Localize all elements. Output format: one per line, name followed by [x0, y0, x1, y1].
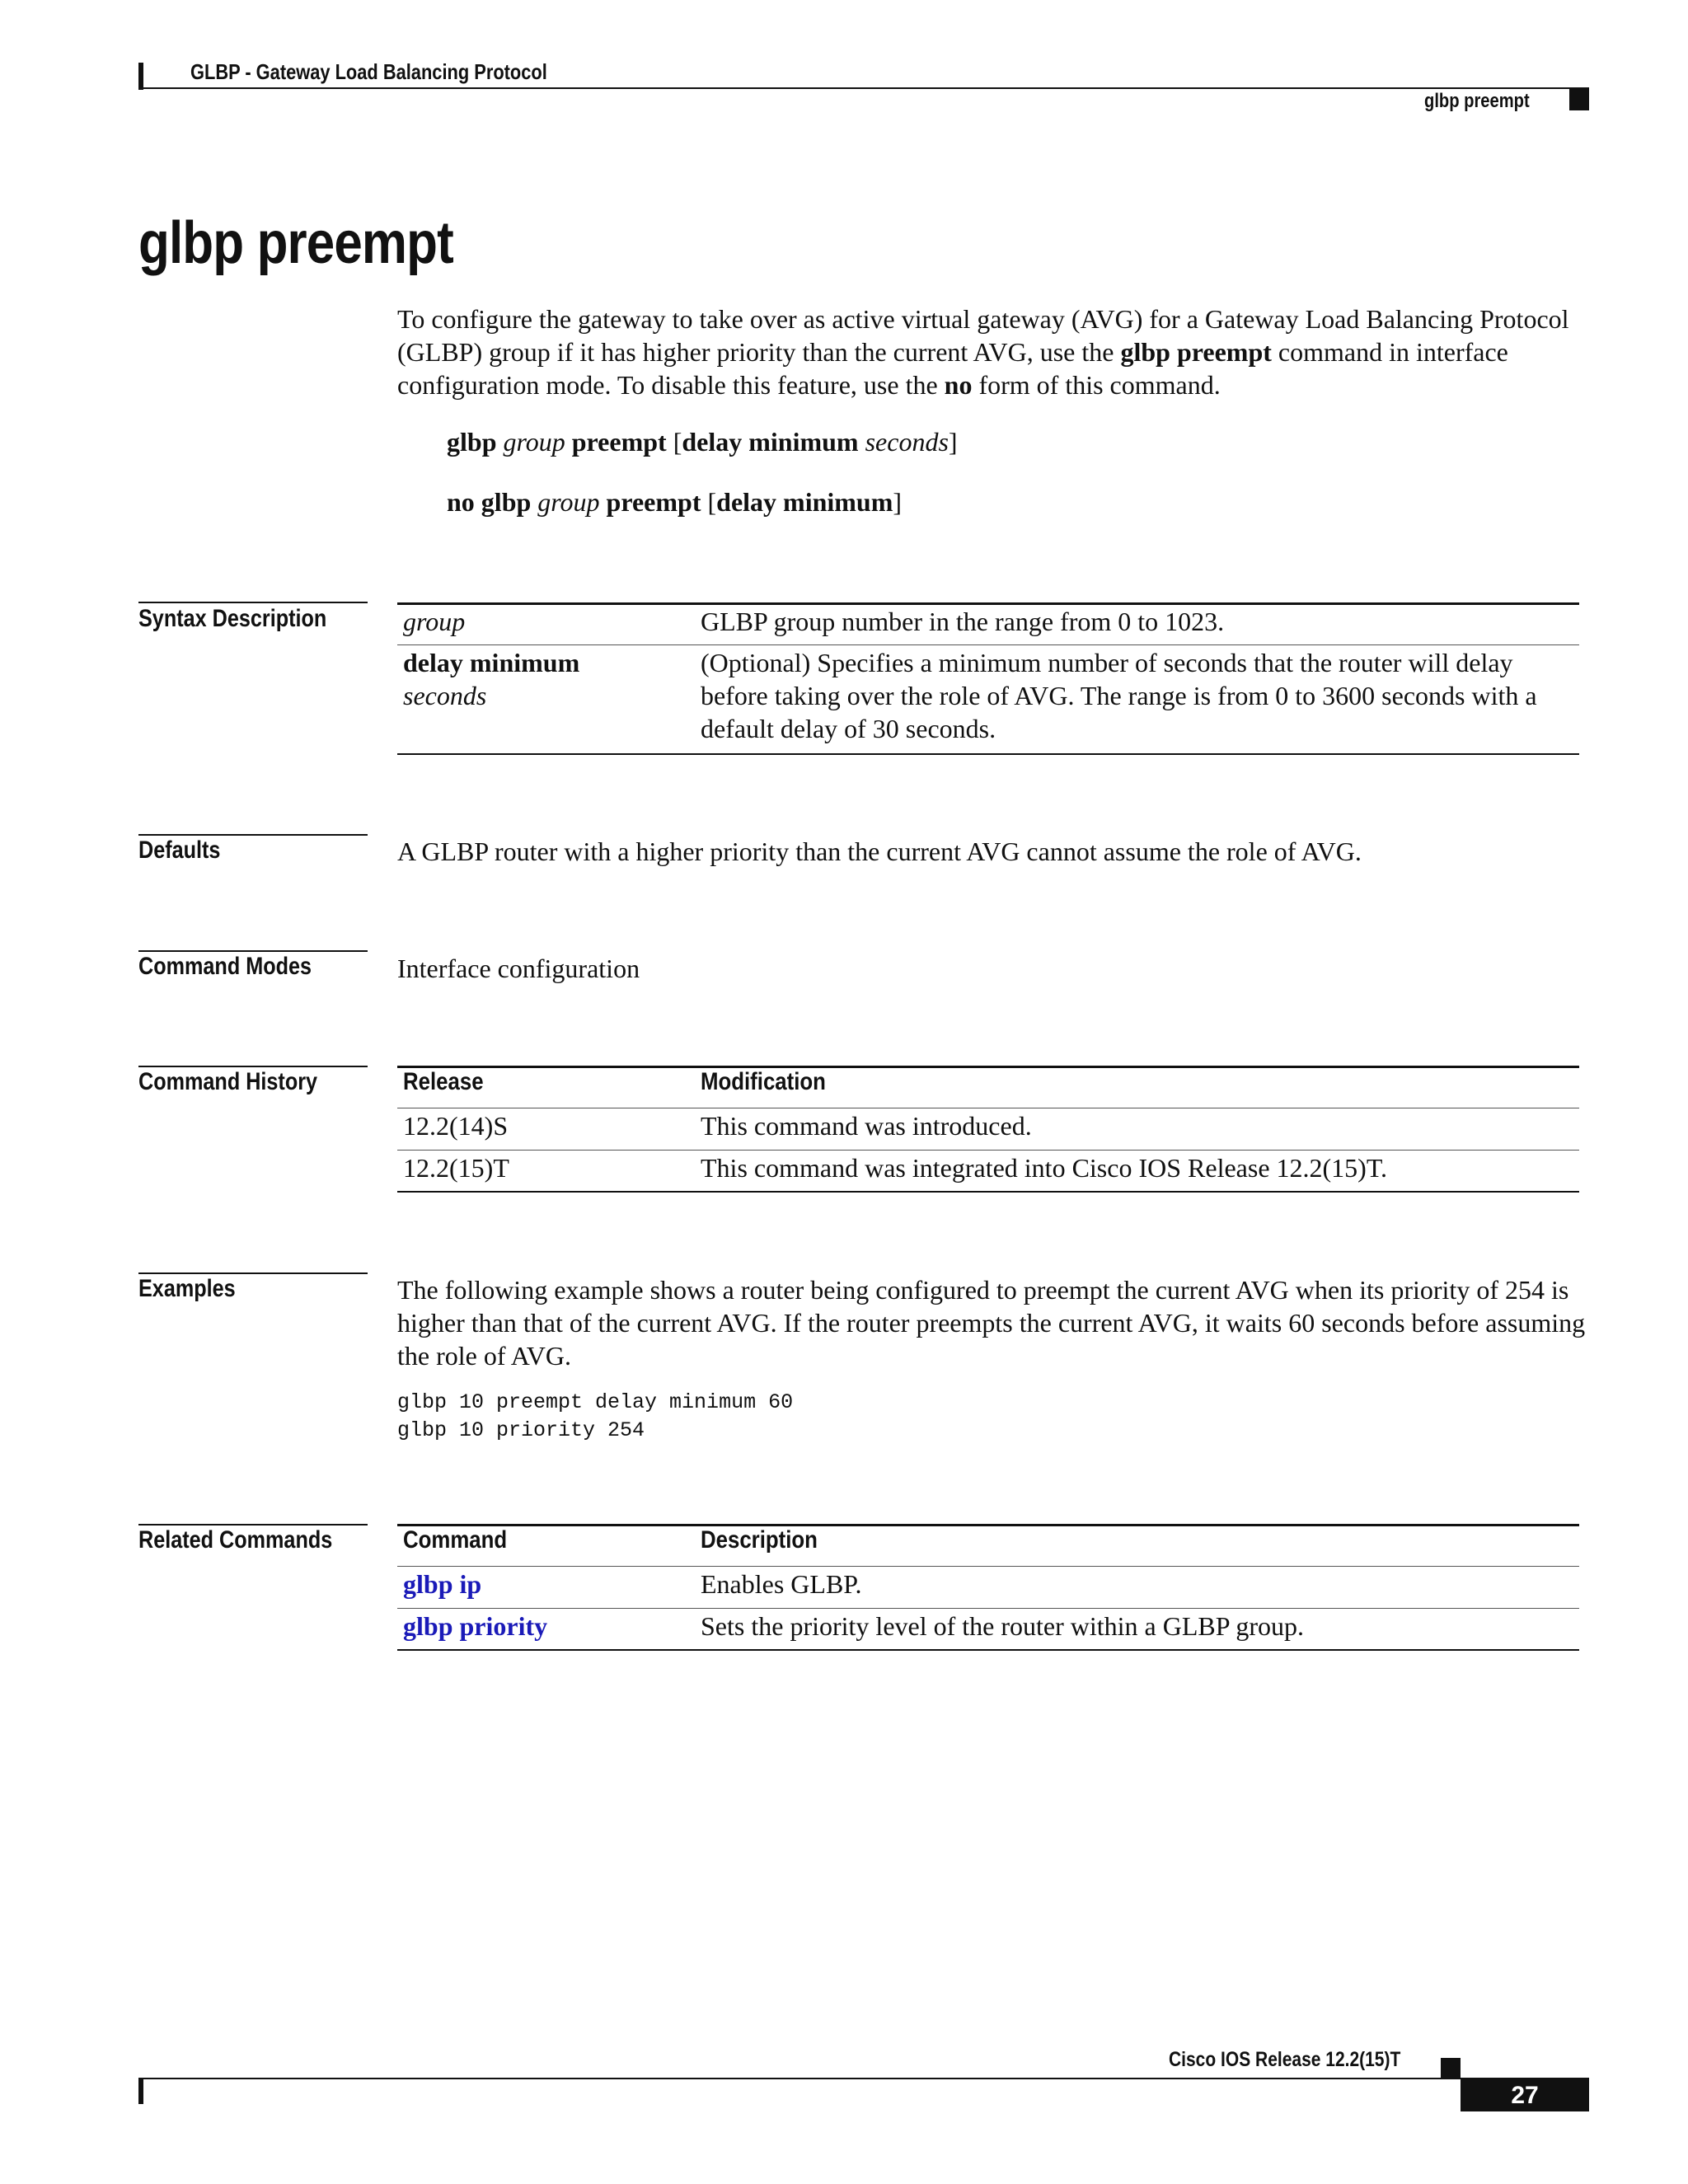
- syntax-desc-delay-minimum: (Optional) Specifies a minimum number of seconds that the router will delay before taking over the role of AVG. The range is from 0 to 3600 seconds with a default delay of 30 seconds.: [701, 648, 1537, 743]
- intro-paragraph: To configure the gateway to take over as active virtual gateway (AVG) for a Gateway Load Balancing Protocol (GLBP) group if it has higher priority than the current AVG, use the glbp preempt command in interface configuration mode. To disable this feature, use the no form of this command.: [397, 304, 1569, 400]
- command-modes-text: Interface configuration: [397, 954, 640, 983]
- page-number: 27: [1461, 2079, 1589, 2111]
- section-rule: [138, 950, 368, 952]
- section-label-command-history: Command History: [138, 1068, 318, 1095]
- history-header-release: Release: [403, 1068, 484, 1095]
- header-rule: [138, 87, 1589, 89]
- table-bottom-rule: [397, 1649, 1579, 1651]
- footer-square-marker: [1441, 2058, 1461, 2079]
- running-header-book-title: GLBP - Gateway Load Balancing Protocol: [190, 59, 547, 84]
- table-row-rule: [397, 1566, 1579, 1567]
- section-rule: [138, 1524, 368, 1526]
- table-row-rule: [397, 1608, 1579, 1609]
- footer-tick-mark: [138, 2079, 143, 2104]
- example-code-line: glbp 10 preempt delay minimum 60: [397, 1390, 794, 1414]
- history-modification-cell: This command was integrated into Cisco IOS Release 12.2(15)T.: [701, 1153, 1387, 1183]
- related-command-description: Enables GLBP.: [701, 1569, 862, 1599]
- related-command-link-glbp-ip[interactable]: glbp ip: [403, 1569, 482, 1599]
- footer-release: Cisco IOS Release 12.2(15)T: [1169, 2048, 1401, 2071]
- related-header-command: Command: [403, 1526, 508, 1554]
- history-release-cell: 12.2(15)T: [403, 1153, 509, 1183]
- command-syntax-line: glbp group preempt [delay minimum seconds]: [447, 427, 958, 457]
- page-title: glbp preempt: [138, 210, 453, 276]
- section-rule: [138, 1272, 368, 1274]
- history-header-modification: Modification: [701, 1068, 826, 1095]
- header-square-marker: [1569, 88, 1589, 110]
- table-bottom-rule: [397, 753, 1579, 755]
- section-rule: [138, 602, 368, 603]
- section-label-defaults: Defaults: [138, 837, 221, 864]
- section-label-syntax-description: Syntax Description: [138, 605, 327, 632]
- no-command-syntax-line: no glbp group preempt [delay minimum]: [447, 487, 903, 517]
- history-release-cell: 12.2(14)S: [403, 1111, 509, 1141]
- table-row-rule: [397, 1150, 1579, 1151]
- section-label-command-modes: Command Modes: [138, 953, 312, 980]
- header-tick-mark: [138, 63, 143, 90]
- example-code-line: glbp 10 priority 254: [397, 1418, 645, 1442]
- defaults-text: A GLBP router with a higher priority than the current AVG cannot assume the role of AVG.: [397, 837, 1362, 866]
- section-label-related-commands: Related Commands: [138, 1526, 333, 1554]
- related-header-description: Description: [701, 1526, 818, 1554]
- section-rule: [138, 1066, 368, 1067]
- footer-rule: [138, 2078, 1589, 2079]
- section-label-examples: Examples: [138, 1275, 236, 1302]
- history-modification-cell: This command was introduced.: [701, 1111, 1032, 1141]
- related-command-link-glbp-priority[interactable]: glbp priority: [403, 1611, 548, 1641]
- examples-paragraph: The following example shows a router being configured to preempt the current AVG when its priority of 254 is higher than that of the current AVG. If the router preempts the current AVG, it waits 60 seconds before assuming the role of AVG.: [397, 1275, 1586, 1371]
- running-header-topic: glbp preempt: [1424, 90, 1530, 112]
- syntax-desc-group: GLBP group number in the range from 0 to 1023.: [701, 607, 1225, 636]
- related-command-description: Sets the priority level of the router within a GLBP group.: [701, 1611, 1305, 1641]
- syntax-param-delay-minimum: delay minimum seconds: [403, 648, 580, 710]
- syntax-param-group: group: [403, 607, 466, 636]
- table-bottom-rule: [397, 1191, 1579, 1193]
- section-rule: [138, 834, 368, 836]
- table-row-rule: [397, 644, 1579, 645]
